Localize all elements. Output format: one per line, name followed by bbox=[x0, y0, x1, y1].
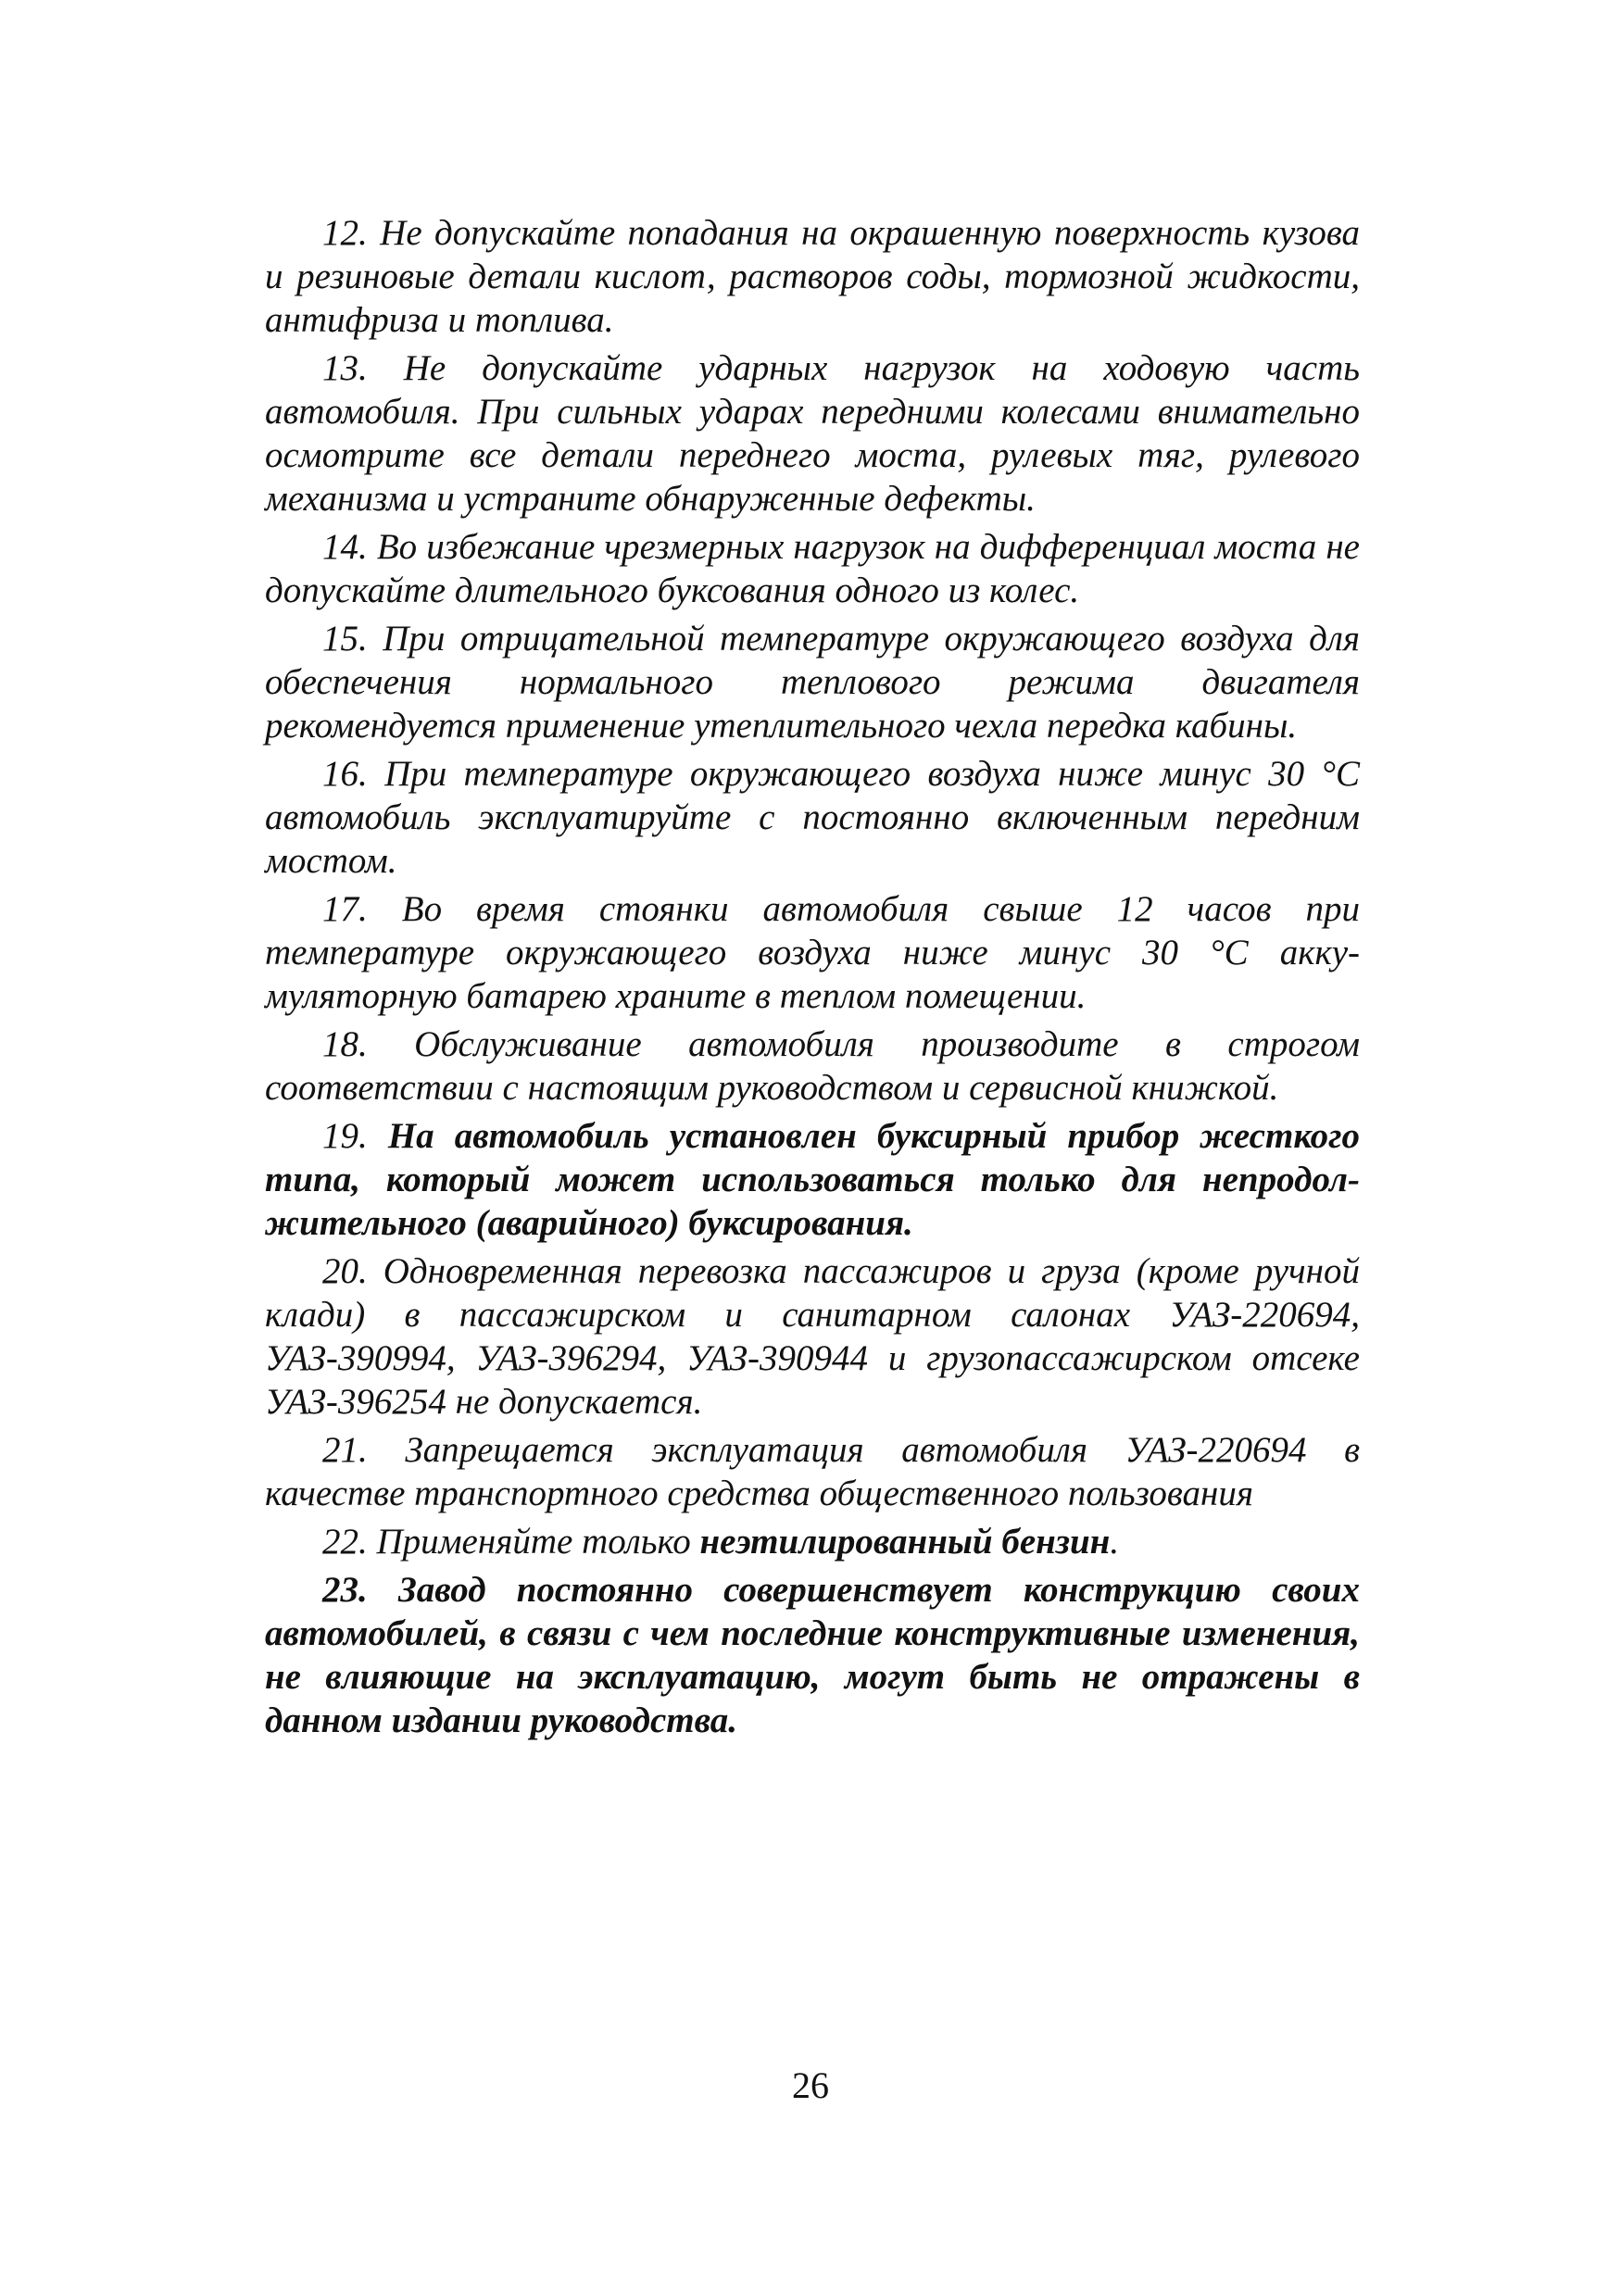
paragraph-18 bbox=[265, 1023, 1360, 1110]
paragraph-17 bbox=[265, 887, 1360, 1018]
paragraph-23 bbox=[265, 1568, 1360, 1742]
paragraph-14 bbox=[265, 525, 1360, 612]
page-number: 26 bbox=[792, 2064, 829, 2106]
paragraph-19-number: 19. bbox=[322, 1116, 388, 1156]
paragraph-22-end: . bbox=[1110, 1522, 1120, 1562]
paragraph-22-bold-text: неэтилированный бензин bbox=[699, 1522, 1111, 1562]
paragraph-12-text: 12. Не допускайте попадания на окрашенную поверхность кузова и резиновые детали кислот, растворов соды, тормозной жидкости, антифриза и топлива. bbox=[265, 213, 1360, 340]
paragraph-14-text: 14. Во избежание чрезмерных нагрузок на дифференциал моста не допускайте длительного буксования одного из колес. bbox=[265, 527, 1360, 610]
paragraph-16 bbox=[265, 752, 1360, 883]
paragraph-20 bbox=[265, 1249, 1360, 1424]
paragraph-18-text: 18. Обслуживание автомобиля производите в строгом соответствии с настоящим руководством и сервисной книжкой. bbox=[265, 1024, 1360, 1108]
paragraph-20-text: 20. Одновременная перевозка пассажиров и груза (кроме ручной клади) в пассажирском и санитарном салонах УАЗ-220694, УАЗ-390994, УАЗ-396294, УАЗ-390944 и грузопассажирском отсеке УАЗ-396254 не допускается. bbox=[265, 1251, 1360, 1422]
paragraph-19 bbox=[265, 1114, 1360, 1245]
body-text bbox=[265, 211, 1360, 1742]
paragraph-16-text: 16. При температуре окружающего воздуха ниже минус 30 °С автомобиль эксплуатируйте с постоянно включенным передним мостом. bbox=[265, 754, 1360, 881]
paragraph-23-text: 23. Завод постоянно совершенствует конструкцию своих автомобилей, в связи с чем последние конструктивные изменения, не влияющие на эксплуатацию, могут быть не отражены в данном издании руководства. bbox=[265, 1570, 1360, 1740]
paragraph-21 bbox=[265, 1428, 1360, 1515]
paragraph-17-text: 17. Во время стоянки автомобиля свыше 12 часов при температуре окружающего воздуха ниже минус 30 °С аккумуляторную батарею храните в теплом помещении. bbox=[265, 889, 1360, 1016]
paragraph-22-text: 22. Применяйте только bbox=[322, 1522, 700, 1562]
paragraph-13 bbox=[265, 346, 1360, 521]
paragraph-15 bbox=[265, 617, 1360, 747]
paragraph-19-bold-text: На автомобиль установлен буксирный прибор жесткого типа, который может использоваться только для непродолжительного (аварийного) буксирования. bbox=[265, 1116, 1360, 1243]
paragraph-12 bbox=[265, 211, 1360, 342]
paragraph-22 bbox=[265, 1520, 1360, 1563]
paragraph-21-text: 21. Запрещается эксплуатация автомобиля УАЗ-220694 в качестве транспортного средства общественного пользования bbox=[265, 1430, 1360, 1513]
paragraph-13-text: 13. Не допускайте ударных нагрузок на ходовую часть автомобиля. При сильных ударах передними колесами внимательно осмотрите все детали переднего моста, рулевых тяг, рулевого механизма и устраните обнаруженные дефекты. bbox=[265, 348, 1360, 519]
paragraph-15-text: 15. При отрицательной температуре окружающего воздуха для обеспечения нормального теплового режима двигателя рекомендуется применение утеплительного чехла передка кабины. bbox=[265, 619, 1360, 746]
